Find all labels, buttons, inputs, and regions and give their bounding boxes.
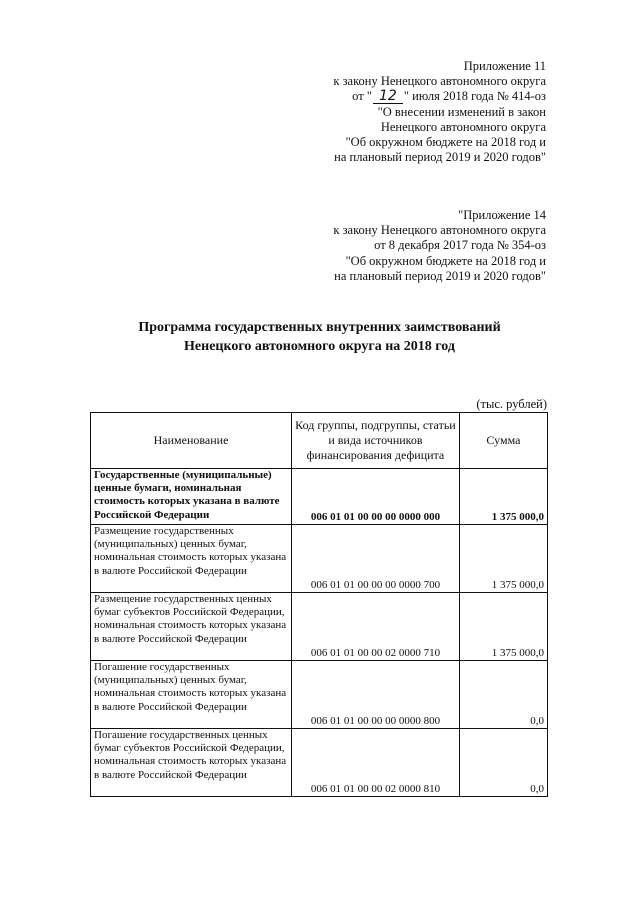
- header-name: Наименование: [91, 413, 292, 469]
- annex-14-header: [333, 208, 546, 284]
- annex-11-law: к закону Ненецкого автономного округа: [333, 74, 546, 89]
- table-row: [91, 469, 548, 525]
- annex-11-line6: "Об окружном бюджете на 2018 год и: [345, 135, 546, 150]
- table-row: [91, 593, 548, 661]
- title-line-2: Ненецкого автономного округа на 2018 год: [184, 339, 455, 354]
- row-code: 006 01 01 00 00 02 0000 710: [292, 593, 460, 661]
- row-name: Погашение государственных (муниципальных) ценных бумаг, номинальная стоимость которых указана в валюте Российской Федерации: [91, 661, 292, 729]
- document-title: [0, 318, 639, 356]
- row-sum: 0,0: [459, 661, 547, 729]
- row-name: Размещение государственных ценных бумаг субъектов Российской Федерации, номинальная стоимость которых указана в валюте Российской Федерации: [91, 593, 292, 661]
- table-row: [91, 661, 548, 729]
- row-name: Размещение государственных (муниципальных) ценных бумаг, номинальная стоимость которых указана в валюте Российской Федерации: [91, 525, 292, 593]
- row-name: Государственные (муниципальные) ценные бумаги, номинальная стоимость которых указана в валюте Российской Федерации: [91, 469, 292, 525]
- row-code: 006 01 01 00 00 02 0000 810: [292, 729, 460, 797]
- annex-11-date: от " 12 " июля 2018 года № 414-оз: [352, 88, 546, 105]
- annex-14-line4: "Об окружном бюджете на 2018 год и: [345, 253, 546, 268]
- row-code: 006 01 01 00 00 00 0000 800: [292, 661, 460, 729]
- annex-11-line7: на плановый период 2019 и 2020 годов": [334, 150, 546, 165]
- header-sum: Сумма: [459, 413, 547, 469]
- annex-11-header: [333, 59, 546, 165]
- row-sum: 1 375 000,0: [459, 525, 547, 593]
- row-code: 006 01 01 00 00 00 0000 700: [292, 525, 460, 593]
- annex-14-title: "Приложение 14: [458, 208, 546, 222]
- row-name: Погашение государственных ценных бумаг субъектов Российской Федерации, номинальная стоимость которых указана в валюте Российской Федерации: [91, 729, 292, 797]
- handwritten-day: 12: [373, 90, 403, 104]
- row-sum: 1 375 000,0: [459, 469, 547, 525]
- header-code: Код группы, подгруппы, статьи и вида источников финансирования дефицита: [292, 413, 460, 469]
- row-sum: 1 375 000,0: [459, 593, 547, 661]
- borrowing-program-table: [90, 412, 548, 797]
- annex-11-line5: Ненецкого автономного округа: [380, 119, 546, 134]
- row-code: 006 01 01 00 00 00 0000 000: [292, 469, 460, 525]
- annex-11-line4: "О внесении изменений в закон: [377, 104, 546, 119]
- row-sum: 0,0: [459, 729, 547, 797]
- annex-14-date: от 8 декабря 2017 года № 354-оз: [374, 238, 546, 253]
- annex-14-law: к закону Ненецкого автономного округа: [333, 223, 546, 238]
- title-line-1: Программа государственных внутренних заимствований: [138, 320, 501, 335]
- table-row: [91, 729, 548, 797]
- annex-11-title: Приложение 11: [463, 59, 546, 73]
- units-label: (тыс. рублей): [476, 397, 547, 411]
- table-row: [91, 525, 548, 593]
- annex-14-line5: на плановый период 2019 и 2020 годов": [334, 268, 546, 283]
- table-header-row: [91, 413, 548, 469]
